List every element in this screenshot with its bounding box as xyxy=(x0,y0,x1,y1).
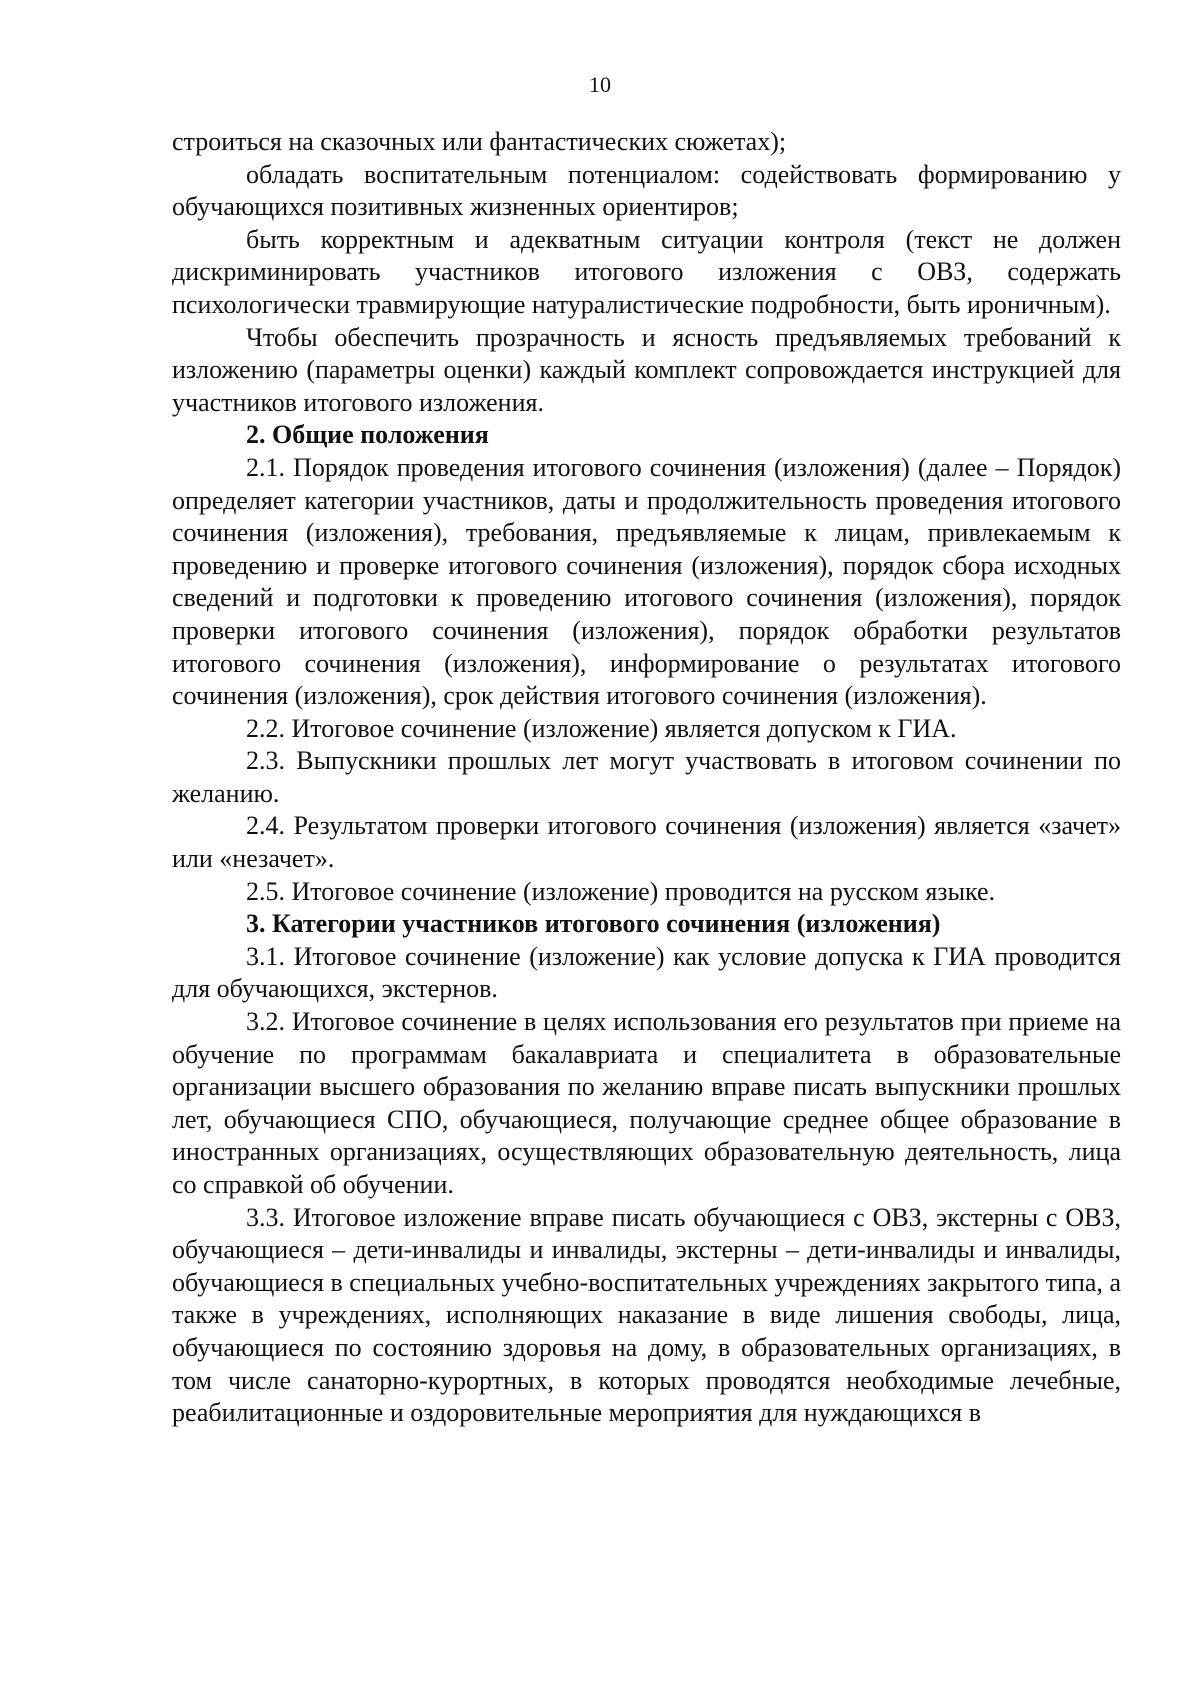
paragraph-2-5: 2.5. Итоговое сочинение (изложение) проводится на русском языке. xyxy=(246,876,996,906)
document-body xyxy=(172,126,1121,1430)
section-heading-general: 2. Общие положения xyxy=(246,420,489,450)
paragraph-2-2: 2.2. Итоговое сочинение (изложение) является допуском к ГИА. xyxy=(246,713,957,743)
page-number: 10 xyxy=(589,72,611,97)
paragraph-3: быть корректным и адекватным ситуации контроля (текст не должен дискриминировать участников итогового изложения с ОВЗ, содержать психологически травмирующие натуралистические подробности, быть ироничным). xyxy=(172,224,1121,319)
paragraph-2: обладать воспитательным потенциалом: содействовать формированию у обучающихся позитивных жизненных ориентиров; xyxy=(172,159,1121,222)
paragraph-3-3: 3.3. Итоговое изложение вправе писать обучающиеся с ОВЗ, экстерны с ОВЗ, обучающиеся – дети-инвалиды и инвалиды, экстерны – дети-инвалиды и инвалиды, обучающиеся в специальных учебно-воспитательных учреждениях закрытого типа, а также в учреждениях, исполняющих наказание в виде лишения свободы, лица, обучающиеся по состоянию здоровья на дому, в образовательных организациях, в том числе санаторно-курортных, в которых проводятся необходимые лечебные, реабилитационные и оздоровительные мероприятия для нуждающихся в xyxy=(172,1202,1121,1428)
paragraph-1: строиться на сказочных или фантастических сюжетах); xyxy=(172,127,787,156)
section-heading-participants: 3. Категории участников итогового сочинения (изложения) xyxy=(246,909,941,939)
paragraph-2-4: 2.4. Результатом проверки итогового сочинения (изложения) является «зачет» или «незачет». xyxy=(172,811,1121,874)
paragraph-3-2: 3.2. Итоговое сочинение в целях использования его результатов при приеме на обучение по программам бакалавриата и специалитета в образовательные организации высшего образования по желанию вправе писать выпускники прошлых лет, обучающиеся СПО, обучающиеся, получающие среднее общее образование в иностранных организациях, осуществляющих образовательную деятельность, лица со справкой об обучении. xyxy=(172,1007,1121,1199)
paragraph-2-3: 2.3. Выпускники прошлых лет могут участвовать в итоговом сочинении по желанию. xyxy=(172,746,1121,808)
paragraph-3-1: 3.1. Итоговое сочинение (изложение) как условие допуска к ГИА проводится для обучающихся, экстернов. xyxy=(172,941,1121,1004)
paragraph-4: Чтобы обеспечить прозрачность и ясность предъявляемых требований к изложению (параметры оценки) каждый комплект сопровождается инструкцией для участников итогового изложения. xyxy=(172,322,1121,417)
paragraph-2-1: 2.1. Порядок проведения итогового сочинения (изложения) (далее – Порядок) определяет категории участников, даты и продолжительность проведения итогового сочинения (изложения), требования, предъявляемые к лицам, привлекаемым к проведению и проверке итогового сочинения (изложения), порядок сбора исходных сведений и подготовки к проведению итогового сочинения (изложения), порядок проверки итогового сочинения (изложения), порядок обработки результатов итогового сочинения (изложения), информирование о результатах итогового сочинения (изложения), срок действия итогового сочинения (изложения). xyxy=(172,452,1121,711)
